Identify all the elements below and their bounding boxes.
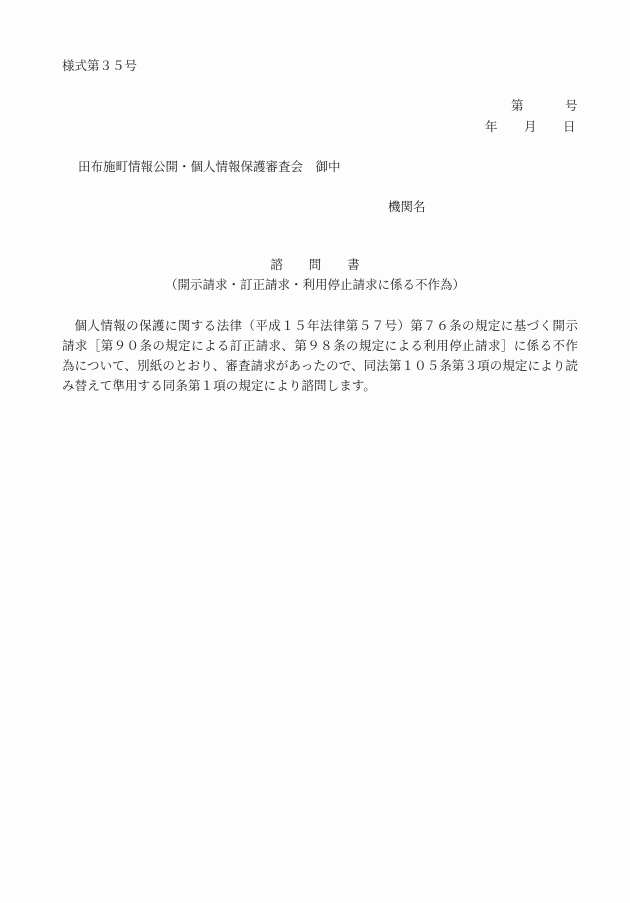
organization-name-label: 機関名: [388, 199, 426, 214]
date-day-label: 日: [563, 119, 576, 134]
form-number: 様式第３５号: [62, 58, 138, 73]
date-month-label: 月: [524, 119, 537, 134]
body-paragraph: 個人情報の保護に関する法律（平成１５年法律第５７号）第７６条の規定に基づく開示請求［第９０条の規定による訂正請求、第９８条の規定による利用停止請求］に係る不作為について、別紙のとおり、審査請求があったので、同法第１０５条第３項の規定により読み替えて準用する同条第１項の規定により諮問します。: [62, 318, 578, 393]
title-char-2: 問: [308, 257, 322, 272]
date-year-label: 年: [485, 119, 498, 134]
addressee: 田布施町情報公開・個人情報保護審査会 御中: [78, 159, 341, 174]
document-title: [0, 255, 630, 273]
title-char-3: 書: [347, 257, 360, 272]
document-number-prefix: 第: [511, 98, 524, 113]
document-body: [62, 316, 578, 396]
document-number-suffix: 号: [565, 98, 578, 113]
document-subtitle: （開示請求・訂正請求・利用停止請求に係る不作為）: [164, 277, 465, 292]
title-char-1: 諮: [270, 257, 283, 272]
